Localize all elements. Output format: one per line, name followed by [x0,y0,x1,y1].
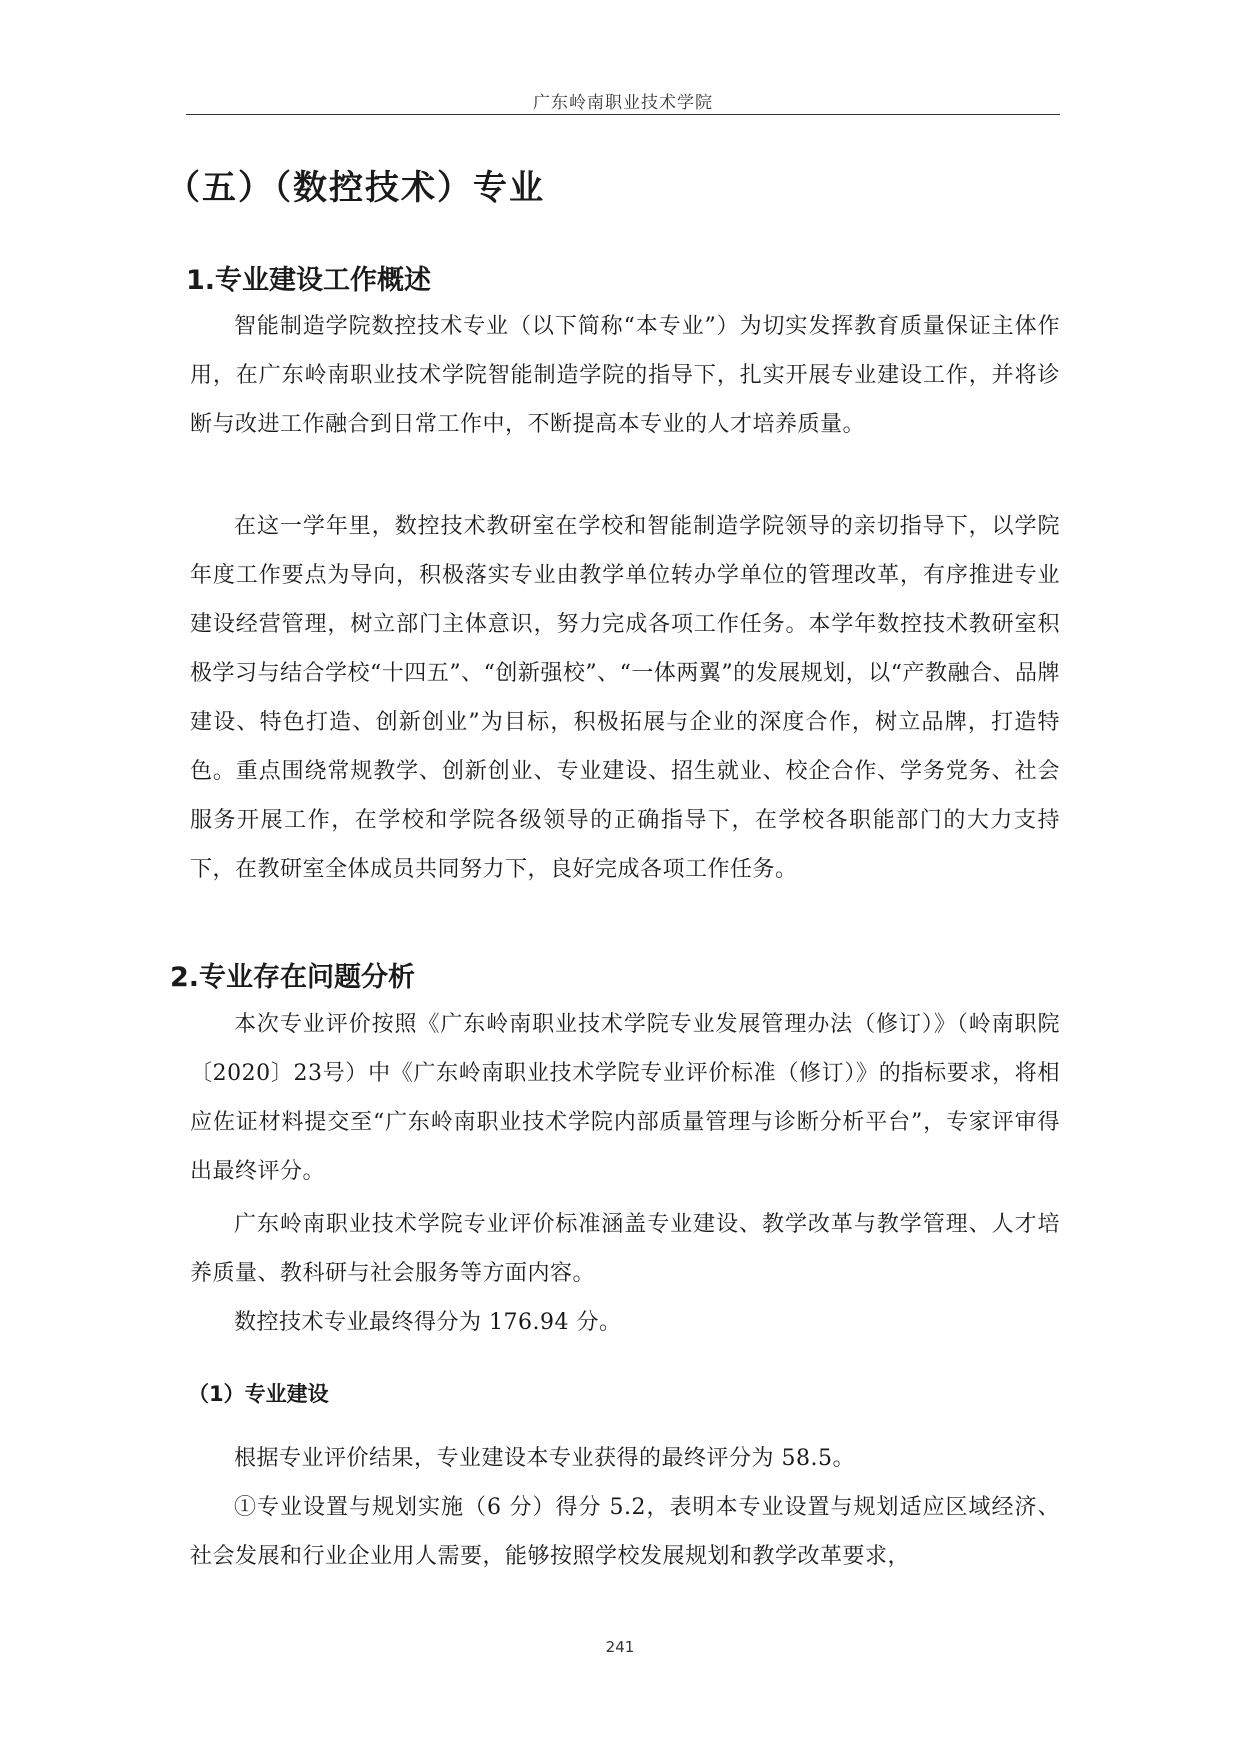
section-title: （五）（数控技术）专业 [166,168,545,208]
page-number: 241 [605,1638,635,1656]
heading-overview: 1.专业建设工作概述 [186,265,432,296]
page-header: 广东岭南职业技术学院 [533,93,713,113]
analysis-paragraph-1: 本次专业评价按照《广东岭南职业技术学院专业发展管理办法（修订）》（岭南职院〔2020〕23号）中《广东岭南职业技术学院专业评价标准（修订）》的指标要求，将相应佐证材料提交至“广东岭南职业技术学院内部质量管理与诊断分析平台”，专家评审得出最终评分。 [190,1012,1060,1184]
construction-paragraph-2: ①专业设置与规划实施（6 分）得分 5.2，表明本专业设置与规划适应区域经济、社会发展和行业企业用人需要，能够按照学校发展规划和教学改革要求， [190,1495,1060,1569]
final-score-paragraph: 数控技术专业最终得分为 176.94 分。 [234,1310,622,1335]
analysis-paragraph-2: 广东岭南职业技术学院专业评价标准涵盖专业建设、教学改革与教学管理、人才培养质量、教科研与社会服务等方面内容。 [190,1212,1060,1286]
heading-professional-construction: （1）专业建设 [188,1382,329,1406]
overview-paragraph-1: 智能制造学院数控技术专业（以下简称“本专业”）为切实发挥教育质量保证主体作用，在广东岭南职业技术学院智能制造学院的指导下，扎实开展专业建设工作，并将诊断与改进工作融合到日常工作中，不断提高本专业的人才培养质量。 [190,314,1060,437]
construction-paragraph-1: 根据专业评价结果，专业建设本专业获得的最终评分为 58.5。 [234,1446,855,1471]
heading-problem-analysis: 2.专业存在问题分析 [170,962,416,993]
header-divider [186,114,1060,115]
overview-paragraph-2: 在这一学年里，数控技术教研室在学校和智能制造学院领导的亲切指导下，以学院年度工作要点为导向，积极落实专业由教学单位转办学单位的管理改革，有序推进专业建设经营管理，树立部门主体意识，努力完成各项工作任务。本学年数控技术教研室积极学习与结合学校“十四五”、“创新强校”、“一体两翼”的发展规划，以“产教融合、品牌建设、特色打造、创新创业”为目标，积极拓展与企业的深度合作，树立品牌，打造特色。重点围绕常规教学、创新创业、专业建设、招生就业、校企合作、学务党务、社会服务开展工作，在学校和学院各级领导的正确指导下，在学校各职能部门的大力支持下，在教研室全体成员共同努力下，良好完成各项工作任务。 [190,514,1060,882]
